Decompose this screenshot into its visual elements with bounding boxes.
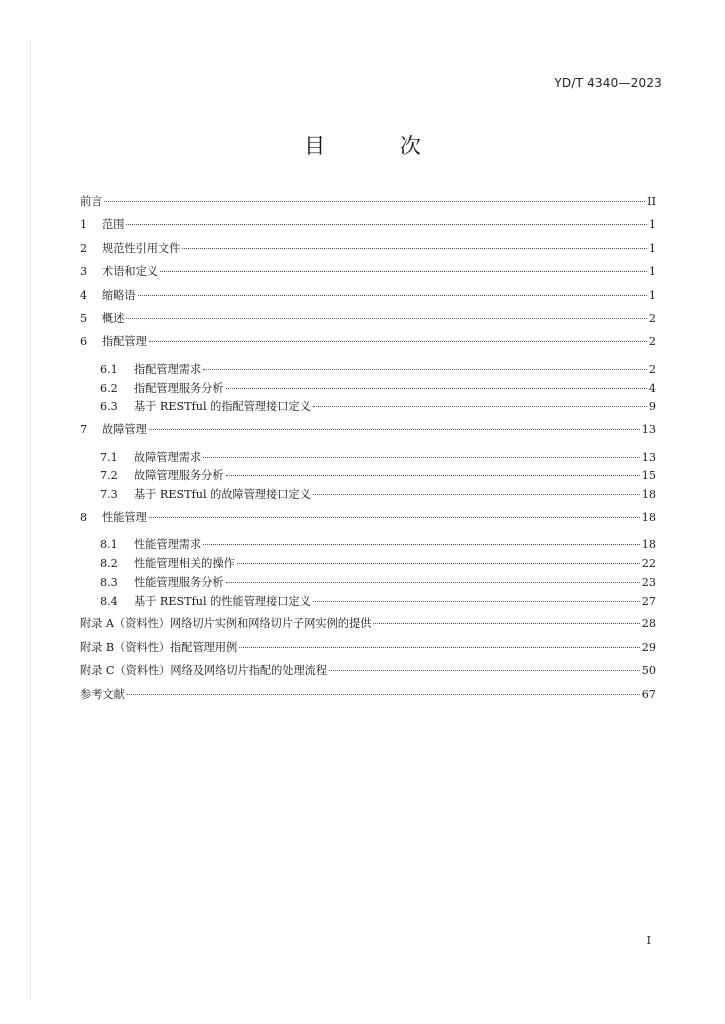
toc-entry-page: 2 — [648, 335, 656, 349]
toc-dot-leader — [149, 429, 640, 430]
toc-dot-leader — [203, 457, 640, 458]
toc-entry-page: 67 — [641, 687, 656, 701]
toc-dot-leader — [203, 369, 647, 370]
toc-entry-number: 6.3 — [100, 400, 118, 414]
toc-entry[interactable] — [80, 216, 656, 239]
toc-entry[interactable] — [80, 662, 656, 685]
toc-entry-page: 18 — [641, 488, 656, 502]
toc-entry-page: 2 — [648, 362, 656, 376]
toc-entry-number: 6 — [80, 335, 88, 349]
toc-entry-label: 附录 A（资料性）网络切片实例和网络切片子网实例的提供 — [80, 617, 372, 631]
toc-dot-leader — [313, 406, 647, 407]
toc-entry-label: 故障管理 — [102, 423, 147, 437]
toc-entry[interactable] — [80, 686, 656, 709]
toc-entry-label: 性能管理需求 — [134, 538, 202, 552]
toc-dot-leader — [203, 544, 640, 545]
page-title: 目 次 — [304, 134, 455, 158]
toc-entry[interactable] — [80, 449, 656, 468]
toc-entry-label: 故障管理服务分析 — [134, 469, 224, 483]
toc-dot-leader — [104, 201, 645, 202]
toc-entry[interactable] — [80, 421, 656, 444]
toc-entry-page: 50 — [641, 664, 656, 678]
toc-dot-leader — [127, 694, 640, 695]
toc-dot-leader — [149, 341, 647, 342]
toc-dot-leader — [329, 670, 640, 671]
toc-entry-page: 2 — [648, 311, 656, 325]
toc-entry-label: 附录 B（资料性）指配管理用例 — [80, 640, 238, 654]
toc-entry-number: 6.1 — [100, 362, 118, 376]
toc-entry-number: 7.3 — [100, 488, 118, 502]
toc-entry[interactable] — [80, 593, 656, 612]
document-code: YD/T 4340—2023 — [554, 76, 662, 90]
toc-entry[interactable] — [80, 574, 656, 593]
toc-entry-page: 18 — [641, 510, 656, 524]
toc-entry[interactable] — [80, 398, 656, 417]
toc-entry-label: 性能管理 — [102, 510, 147, 524]
toc-entry-page: 1 — [648, 288, 656, 302]
toc-entry-label: 附录 C（资料性）网络及网络切片指配的处理流程 — [80, 664, 328, 678]
toc-entry-page: 1 — [648, 241, 656, 255]
toc-dot-leader — [138, 295, 647, 296]
toc-entry-label: 故障管理需求 — [134, 450, 202, 464]
table-of-contents — [80, 193, 656, 709]
toc-entry-page: 27 — [641, 594, 656, 608]
toc-entry-number: 8.2 — [100, 557, 118, 571]
toc-dot-leader — [237, 563, 640, 564]
toc-entry[interactable] — [80, 193, 656, 216]
toc-entry-number: 8.4 — [100, 594, 118, 608]
toc-dot-leader — [313, 494, 640, 495]
toc-entry-label: 范围 — [102, 218, 125, 232]
toc-entry-label: 指配管理服务分析 — [134, 381, 224, 395]
toc-entry-number: 3 — [80, 265, 88, 279]
toc-entry[interactable] — [80, 240, 656, 263]
toc-entry-page: II — [647, 195, 656, 208]
toc-entry-page: 23 — [641, 575, 656, 589]
toc-entry-page: 13 — [641, 423, 656, 437]
toc-entry-label: 概述 — [102, 311, 125, 325]
toc-entry-number: 7.1 — [100, 450, 118, 464]
toc-dot-leader — [182, 248, 647, 249]
toc-entry[interactable] — [80, 333, 656, 356]
toc-entry[interactable] — [80, 467, 656, 486]
toc-entry-label: 基于 RESTful 的指配管理接口定义 — [134, 400, 311, 414]
toc-entry-label: 指配管理需求 — [134, 362, 202, 376]
toc-dot-leader — [239, 647, 640, 648]
toc-entry-number: 1 — [80, 218, 88, 232]
toc-entry[interactable] — [80, 380, 656, 399]
toc-entry-number: 8 — [80, 510, 88, 524]
toc-entry-number: 4 — [80, 288, 88, 302]
toc-dot-leader — [373, 623, 639, 624]
toc-entry-label: 缩略语 — [102, 288, 136, 302]
toc-entry-number: 5 — [80, 311, 88, 325]
toc-entry[interactable] — [80, 263, 656, 286]
toc-entry-page: 29 — [641, 640, 656, 654]
toc-dot-leader — [226, 388, 647, 389]
toc-entry-label: 规范性引用文件 — [102, 241, 181, 255]
toc-dot-leader — [149, 517, 640, 518]
scan-edge-line — [30, 40, 31, 1000]
toc-entry[interactable] — [80, 361, 656, 380]
toc-entry-page: 4 — [648, 381, 656, 395]
toc-entry-page: 13 — [641, 450, 656, 464]
toc-entry[interactable] — [80, 536, 656, 555]
toc-entry-label: 指配管理 — [102, 335, 147, 349]
toc-entry-number: 2 — [80, 241, 88, 255]
toc-entry-label: 前言 — [80, 195, 103, 208]
toc-entry-number: 8.3 — [100, 575, 118, 589]
toc-dot-leader — [126, 224, 646, 225]
toc-entry-page: 22 — [641, 557, 656, 571]
toc-entry[interactable] — [80, 509, 656, 532]
toc-entry-label: 术语和定义 — [102, 265, 158, 279]
toc-dot-leader — [313, 601, 640, 602]
toc-entry-label: 性能管理相关的操作 — [134, 557, 235, 571]
toc-dot-leader — [126, 318, 646, 319]
toc-entry[interactable] — [80, 287, 656, 310]
toc-entry-page: 9 — [648, 400, 656, 414]
toc-entry[interactable] — [80, 639, 656, 662]
toc-entry[interactable] — [80, 310, 656, 333]
toc-entry-number: 7 — [80, 423, 88, 437]
toc-entry-number: 7.2 — [100, 469, 118, 483]
toc-entry[interactable] — [80, 486, 656, 505]
toc-entry[interactable] — [80, 555, 656, 574]
toc-entry-number: 6.2 — [100, 381, 118, 395]
toc-entry-page: 1 — [648, 218, 656, 232]
toc-entry-label: 基于 RESTful 的性能管理接口定义 — [134, 594, 311, 608]
toc-entry-number: 8.1 — [100, 538, 118, 552]
toc-dot-leader — [160, 271, 647, 272]
toc-entry-page: 18 — [641, 538, 656, 552]
toc-dot-leader — [226, 582, 640, 583]
toc-dot-leader — [226, 475, 640, 476]
toc-entry-label: 基于 RESTful 的故障管理接口定义 — [134, 488, 311, 502]
toc-entry-page: 28 — [641, 617, 656, 631]
toc-entry-label: 性能管理服务分析 — [134, 575, 224, 589]
toc-entry[interactable] — [80, 615, 656, 638]
page-number: I — [646, 934, 651, 947]
toc-entry-page: 1 — [648, 265, 656, 279]
toc-entry-label: 参考文献 — [80, 687, 125, 701]
toc-entry-page: 15 — [641, 469, 656, 483]
